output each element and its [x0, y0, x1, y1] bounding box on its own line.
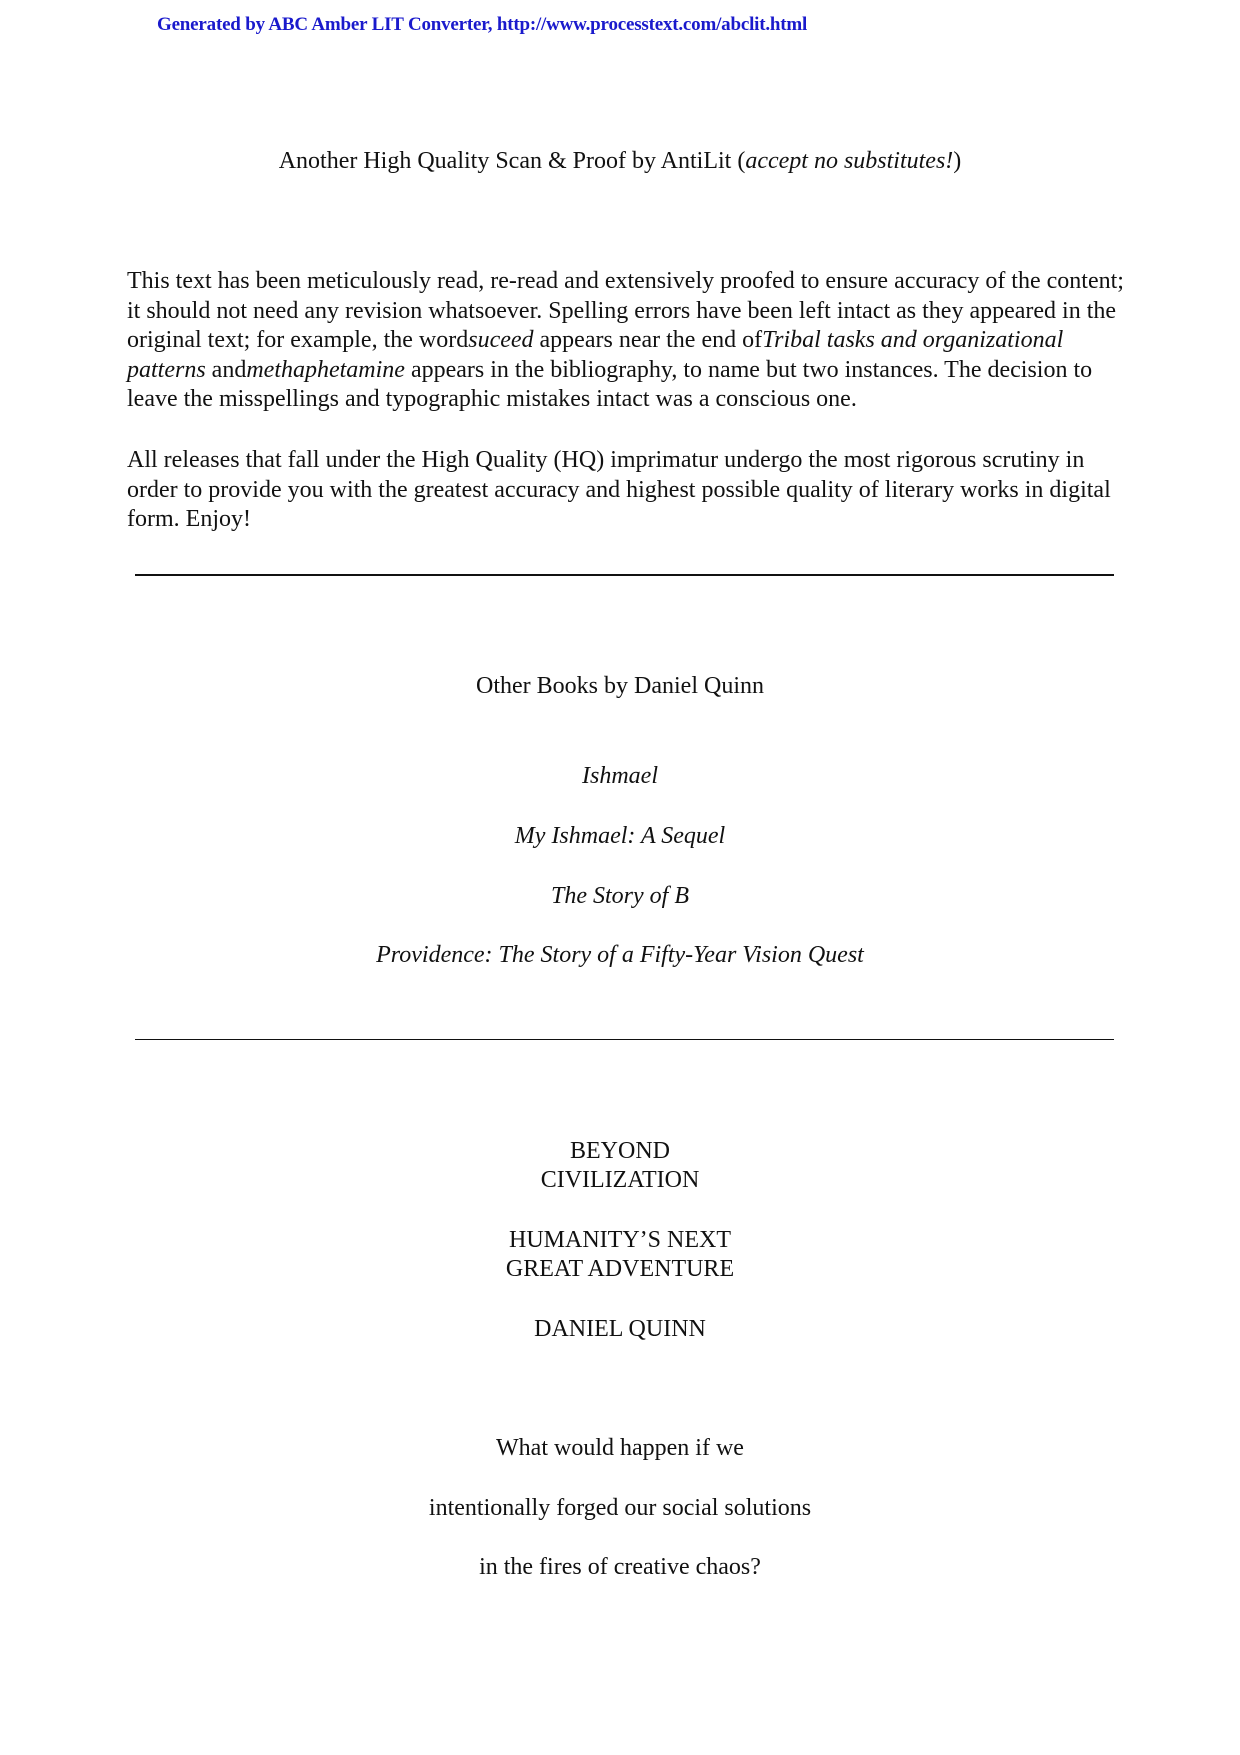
hq-note-paragraph: All releases that fall under the High Quality (HQ) imprimatur undergo the most rigorous scrutiny in order to provide you with the greatest accuracy and highest possible quality of literary works in digital form. Enjoy! [127, 447, 1111, 532]
book-title-item [0, 883, 1240, 910]
scan-credit-line [0, 148, 1240, 175]
converter-banner-link[interactable]: Generated by ABC Amber LIT Converter, http://www.processtext.com/abclit.html [157, 14, 808, 35]
section-divider-2 [135, 1039, 1114, 1040]
proofing-note-italic-1: suceed [468, 327, 534, 353]
book-subtitle-line-2: GREAT ADVENTURE [505, 1256, 735, 1282]
book-title-text: Ishmael [582, 763, 658, 789]
epigraph-line: in the fires of creative chaos? [479, 1554, 761, 1580]
proofing-note-text-3: and [205, 356, 247, 383]
proofing-note-text-4: appears in the bibliography, to name but two instances. The decision to leave the misspellings and typographic mistakes intact was a conscious one. [127, 356, 1093, 412]
scan-credit-italic: accept no substitutes! [745, 148, 954, 174]
book-title-item [0, 823, 1240, 850]
book-title-item [0, 942, 1240, 969]
book-title-text: Providence: The Story of a Fifty-Year Vision Quest [376, 942, 864, 968]
proofing-note-text-1: This text has been meticulously read, re-read and extensively proofed to ensure accuracy of the content; it should not need any revision whatsoever. Spelling errors have been left intact as they appeared in the original text; for example, the word [127, 268, 1124, 353]
book-title-line-1: BEYOND [570, 1138, 670, 1164]
author-name: DANIEL QUINN [534, 1316, 706, 1342]
proofing-note-italic-2: Tribal tasks and organizational patterns [127, 327, 1064, 383]
proofing-note-italic-3: methaphetamine [246, 356, 405, 383]
section-divider-1 [135, 574, 1114, 576]
book-title-line-2: CIVILIZATION [540, 1167, 700, 1193]
proofing-note-paragraph [127, 267, 1127, 415]
other-books-heading: Other Books by Daniel Quinn [476, 673, 764, 699]
epigraph-line: What would happen if we [496, 1435, 744, 1461]
epigraph-line: intentionally forged our social solutions [428, 1495, 812, 1521]
book-subtitle-line-1: HUMANITY’S NEXT [509, 1227, 731, 1253]
scan-credit-suffix: ) [953, 148, 962, 174]
book-title-text: My Ishmael: A Sequel [514, 823, 726, 849]
proofing-note-text-2: appears near the end of [533, 327, 763, 353]
scan-credit-text: Another High Quality Scan & Proof by AntiLit ( [278, 148, 746, 174]
book-title-item [0, 763, 1240, 790]
book-title-text: The Story of B [551, 883, 689, 909]
